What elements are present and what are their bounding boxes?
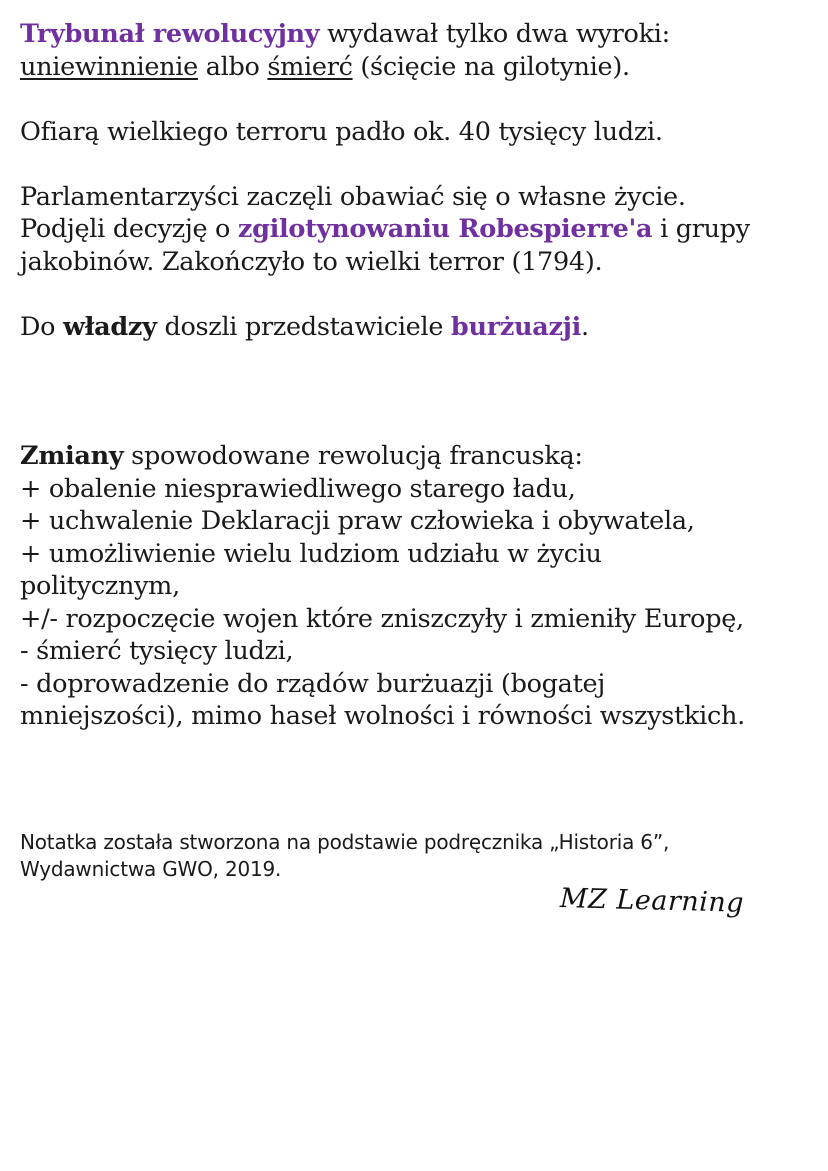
power-line-mid: doszli przedstawiciele xyxy=(156,311,451,342)
change-item: + uchwalenie Deklaracji praw człowieka i obywatela, xyxy=(20,506,695,536)
power-line xyxy=(20,311,820,344)
parliament-line-2-post: i grupy xyxy=(652,214,750,244)
parliament-line-2-pre: Podjęli decyzję o xyxy=(20,214,238,244)
power-line-post: . xyxy=(580,311,589,342)
verdict-death: śmierć xyxy=(267,51,353,82)
power-term: władzy xyxy=(63,311,157,342)
source-note xyxy=(20,829,669,883)
change-item: mniejszości), mimo haseł wolności i równości wszystkich. xyxy=(20,701,745,731)
change-item: - doprowadzenie do rządów burżuazji (bogatej xyxy=(20,668,605,699)
note-page xyxy=(20,18,820,733)
signature-logo: MZ Learning xyxy=(559,883,745,919)
tribunal-line-1-rest: wydawał tylko dwa wyroki: xyxy=(319,19,670,49)
verdict-acquittal: uniewinnienie xyxy=(20,51,198,82)
parliament-line-2 xyxy=(20,213,820,246)
parliament-line-3: jakobinów. Zakończyło to wielki terror (1794). xyxy=(20,246,603,277)
change-item: + obalenie niesprawiedliwego starego ładu, xyxy=(20,473,576,504)
tribunal-line-2-rest: (ścięcie na gilotynie). xyxy=(352,51,630,82)
change-item: - śmierć tysięcy ludzi, xyxy=(20,636,294,666)
spacer xyxy=(20,148,820,181)
bourgeoisie-term: burżuazji xyxy=(450,311,581,342)
terror-victims-line: Ofiarą wielkiego terroru padło ok. 40 tysięcy ludzi. xyxy=(20,116,663,147)
spacer xyxy=(20,343,820,440)
spacer xyxy=(20,83,820,116)
changes-heading-term: Zmiany xyxy=(20,441,124,471)
change-item: +/- rozpoczęcie wojen które zniszczyły i zmieniły Europę, xyxy=(20,603,744,634)
verdict-or: albo xyxy=(197,51,268,82)
change-item: + umożliwienie wielu ludziom udziału w życiu xyxy=(20,538,602,569)
tribunal-line-1 xyxy=(20,18,820,51)
parliament-line-1: Parlamentarzyści zaczęli obawiać się o własne życie. xyxy=(20,181,686,212)
tribunal-line-2 xyxy=(20,51,820,84)
changes-heading xyxy=(20,440,820,473)
changes-heading-rest: spowodowane rewolucją francuską: xyxy=(123,441,583,471)
power-line-pre: Do xyxy=(20,311,64,342)
change-item: politycznym, xyxy=(20,571,180,601)
tribunal-term: Trybunał rewolucyjny xyxy=(20,19,320,49)
source-line-2: Wydawnictwa GWO, 2019. xyxy=(20,857,282,881)
robespierre-term: zgilotynowaniu Robespierre'a xyxy=(237,214,653,244)
source-line-1: Notatka została stworzona na podstawie podręcznika „Historia 6”, xyxy=(20,830,670,854)
spacer xyxy=(20,278,820,311)
